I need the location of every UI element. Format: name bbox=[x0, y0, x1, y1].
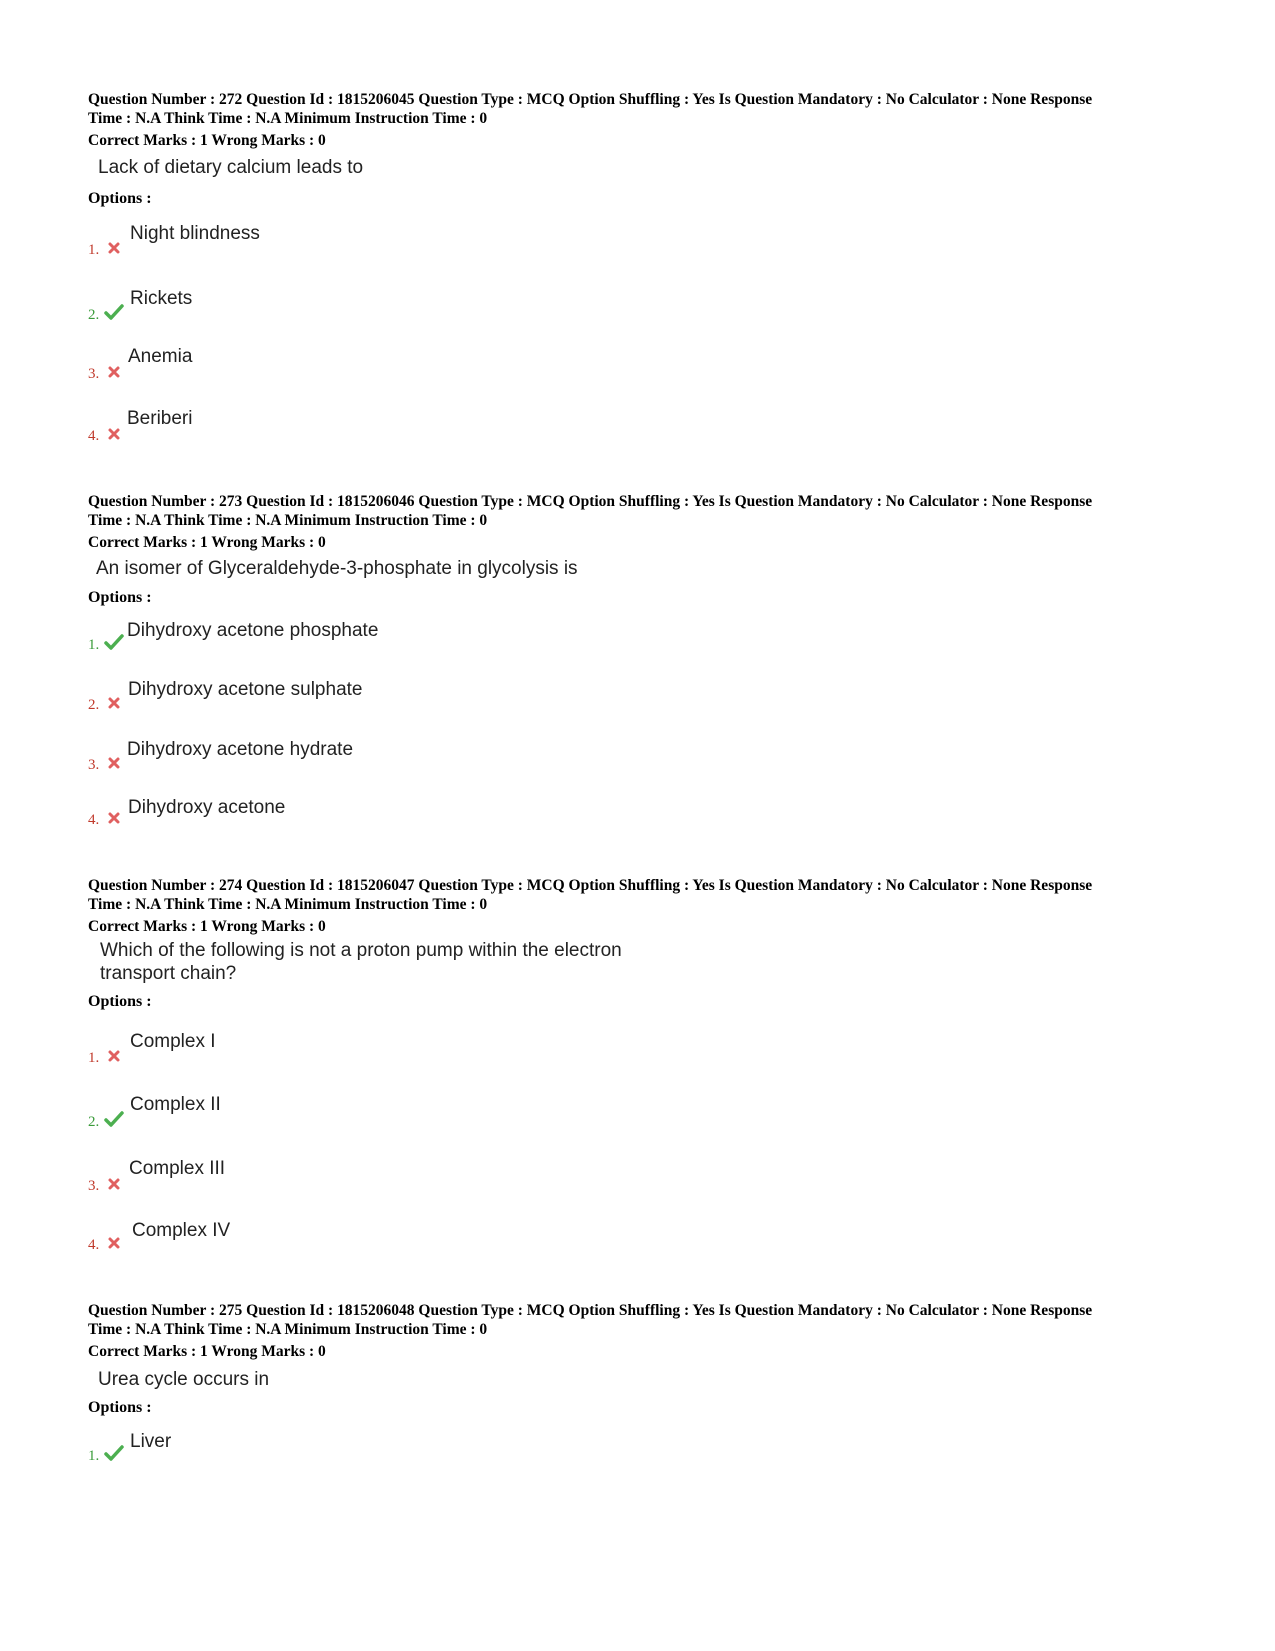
option-text: Dihydroxy acetone hydrate bbox=[127, 739, 354, 760]
cross-icon bbox=[106, 1048, 122, 1064]
question-meta-line: Question Number : 273 Question Id : 1815206046 Question Type : MCQ Option Shuffling : Yes Is Question Mandatory : No Calculator : None Response bbox=[88, 493, 1093, 510]
option-item bbox=[88, 1158, 488, 1194]
options-label: Options : bbox=[88, 993, 152, 1010]
cross-icon bbox=[106, 695, 122, 711]
option-text: Complex II bbox=[130, 1094, 221, 1115]
option-item bbox=[88, 620, 588, 653]
option-text: Beriberi bbox=[127, 408, 193, 429]
option-number: 2. bbox=[88, 307, 100, 323]
cross-icon bbox=[106, 810, 122, 826]
cross-icon bbox=[106, 755, 122, 771]
check-icon bbox=[104, 1444, 124, 1462]
option-item bbox=[88, 1031, 488, 1066]
cross-icon bbox=[106, 1176, 122, 1192]
question-meta-line: Question Number : 274 Question Id : 1815206047 Question Type : MCQ Option Shuffling : Yes Is Question Mandatory : No Calculator : None Response bbox=[88, 877, 1093, 894]
cross-icon bbox=[106, 426, 122, 442]
option-text: Dihydroxy acetone phosphate bbox=[127, 620, 379, 641]
question-stem: An isomer of Glyceraldehyde-3-phosphate in glycolysis is bbox=[96, 558, 578, 579]
option-text: Complex III bbox=[129, 1158, 226, 1179]
option-number: 4. bbox=[88, 428, 100, 444]
question-meta-line: Time : N.A Think Time : N.A Minimum Instruction Time : 0 bbox=[88, 1321, 488, 1338]
option-item bbox=[88, 288, 488, 323]
question-meta-line: Time : N.A Think Time : N.A Minimum Instruction Time : 0 bbox=[88, 110, 488, 127]
option-item bbox=[88, 739, 588, 773]
option-number: 4. bbox=[88, 812, 100, 828]
option-item bbox=[88, 346, 488, 382]
question-block-272 bbox=[88, 90, 1198, 209]
option-number: 1. bbox=[88, 1448, 100, 1464]
marks-line: Correct Marks : 1 Wrong Marks : 0 bbox=[88, 132, 326, 149]
question-stem: Lack of dietary calcium leads to bbox=[98, 157, 364, 178]
option-item bbox=[88, 408, 488, 444]
option-item bbox=[88, 223, 488, 258]
option-text: Dihydroxy acetone bbox=[128, 797, 286, 818]
option-text: Dihydroxy acetone sulphate bbox=[128, 679, 363, 700]
options-label: Options : bbox=[88, 190, 152, 207]
option-number: 2. bbox=[88, 1114, 100, 1130]
question-block-273 bbox=[88, 492, 1198, 608]
option-text: Rickets bbox=[130, 288, 193, 309]
option-item bbox=[88, 679, 588, 713]
question-stem: Urea cycle occurs in bbox=[98, 1369, 270, 1390]
cross-icon bbox=[106, 364, 122, 380]
option-text: Night blindness bbox=[130, 223, 260, 244]
check-icon bbox=[104, 303, 124, 321]
option-item bbox=[88, 1431, 488, 1464]
cross-icon bbox=[106, 1235, 122, 1251]
check-icon bbox=[104, 633, 124, 651]
question-block-274 bbox=[88, 876, 1198, 1012]
marks-line: Correct Marks : 1 Wrong Marks : 0 bbox=[88, 534, 326, 551]
options-label: Options : bbox=[88, 589, 152, 606]
question-meta-line: Question Number : 272 Question Id : 1815206045 Question Type : MCQ Option Shuffling : Yes Is Question Mandatory : No Calculator : None Response bbox=[88, 91, 1093, 108]
option-number: 1. bbox=[88, 1050, 100, 1066]
question-meta-line: Time : N.A Think Time : N.A Minimum Instruction Time : 0 bbox=[88, 512, 488, 529]
option-item bbox=[88, 797, 588, 828]
option-number: 3. bbox=[88, 366, 100, 382]
cross-icon bbox=[106, 240, 122, 256]
option-text: Complex I bbox=[130, 1031, 216, 1052]
option-number: 1. bbox=[88, 637, 100, 653]
question-block-275 bbox=[88, 1301, 1198, 1418]
option-number: 3. bbox=[88, 1178, 100, 1194]
marks-line: Correct Marks : 1 Wrong Marks : 0 bbox=[88, 918, 326, 935]
question-stem: Which of the following is not a proton pump within the electron transport chain? bbox=[100, 940, 622, 984]
marks-line: Correct Marks : 1 Wrong Marks : 0 bbox=[88, 1343, 326, 1360]
option-item bbox=[88, 1094, 488, 1130]
question-meta-line: Question Number : 275 Question Id : 1815206048 Question Type : MCQ Option Shuffling : Yes Is Question Mandatory : No Calculator : None Response bbox=[88, 1302, 1093, 1319]
option-number: 4. bbox=[88, 1237, 100, 1253]
option-text: Anemia bbox=[128, 346, 193, 367]
check-icon bbox=[104, 1110, 124, 1128]
options-label: Options : bbox=[88, 1399, 152, 1416]
question-meta-line: Time : N.A Think Time : N.A Minimum Instruction Time : 0 bbox=[88, 896, 488, 913]
option-number: 2. bbox=[88, 697, 100, 713]
option-number: 1. bbox=[88, 242, 100, 258]
option-text: Complex IV bbox=[132, 1220, 231, 1241]
option-item bbox=[88, 1220, 488, 1253]
option-text: Liver bbox=[130, 1431, 172, 1452]
option-number: 3. bbox=[88, 757, 100, 773]
